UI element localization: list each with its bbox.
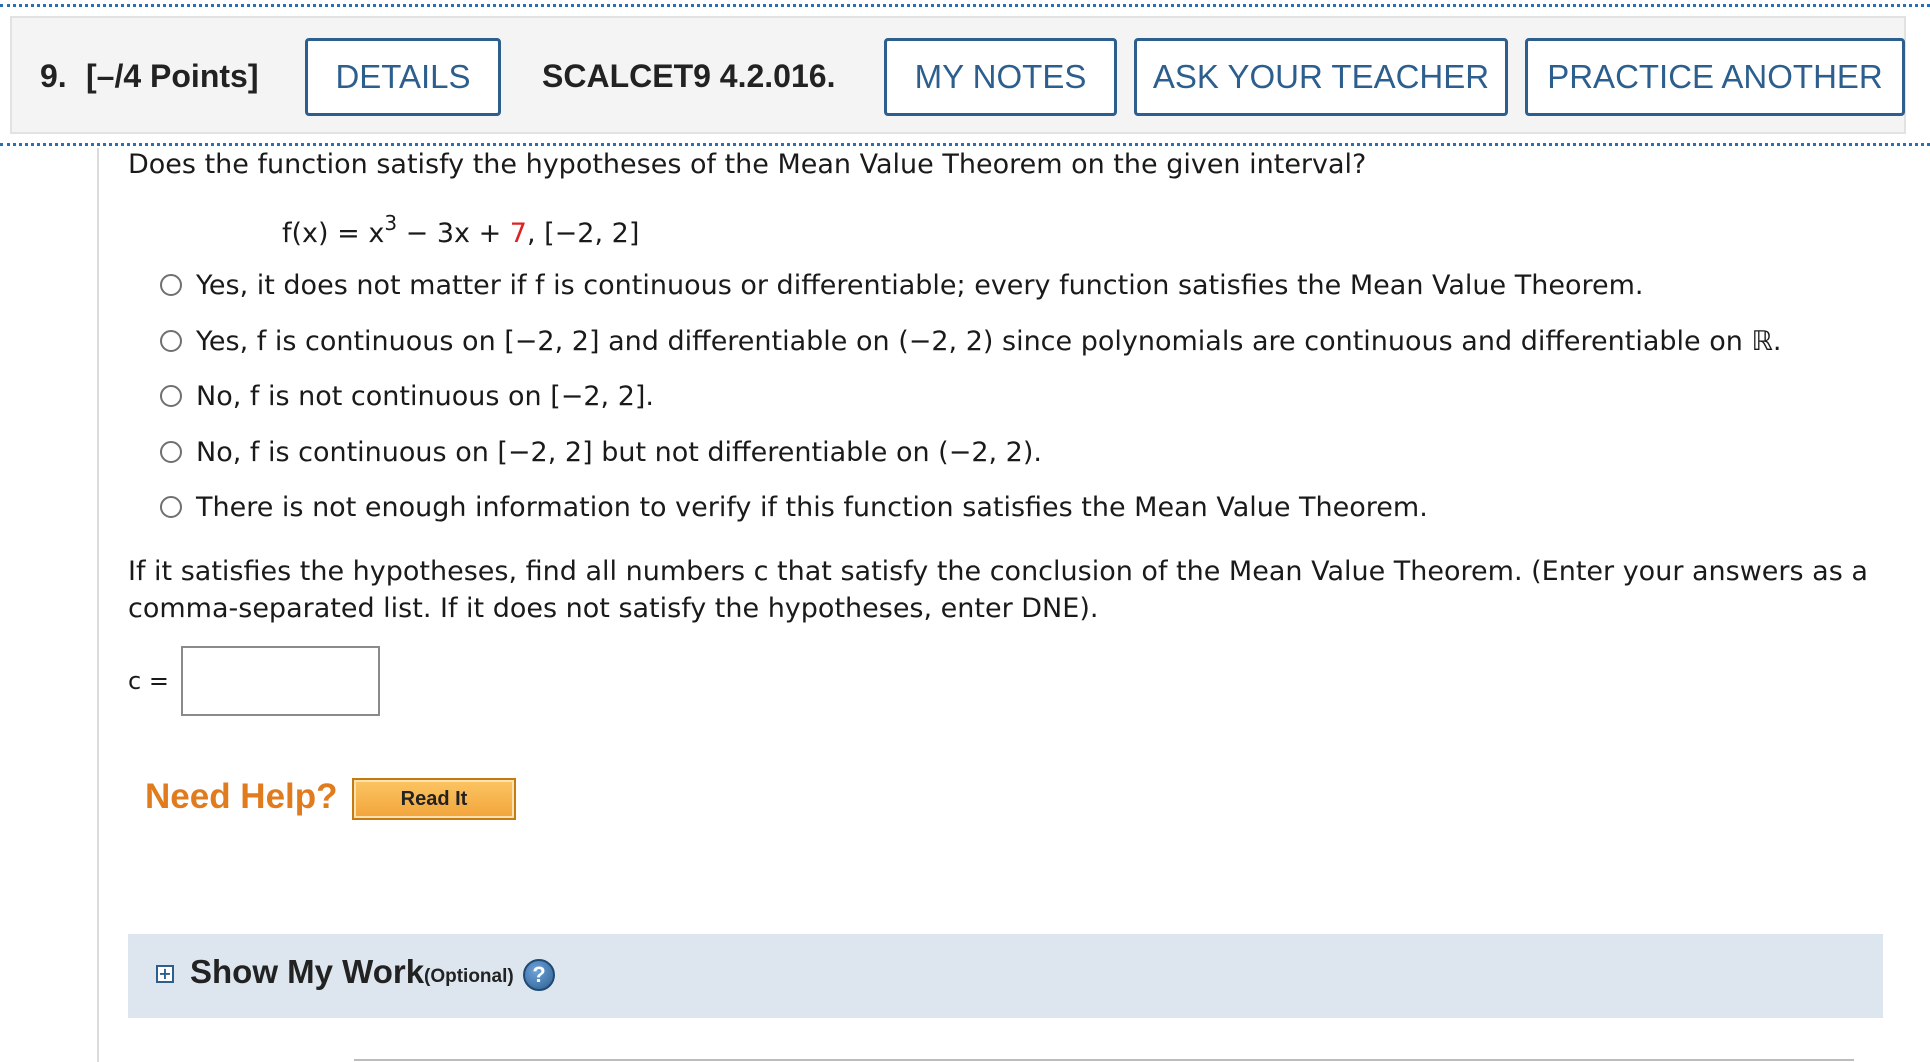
radio-button[interactable] (160, 385, 182, 407)
help-question-icon[interactable]: ? (523, 959, 555, 991)
bottom-divider (354, 1059, 1854, 1061)
radio-button[interactable] (160, 496, 182, 518)
followup-instructions-line2: comma-separated list. If it does not satisfy the hypotheses, enter DNE). (128, 593, 1099, 624)
option-label: No, f is continuous on [−2, 2] but not differentiable on (−2, 2). (196, 436, 1042, 468)
function-lhs: f(x) = x (282, 218, 385, 249)
option-label: Yes, f is continuous on [−2, 2] and differentiable on (−2, 2) since polynomials are continuous and differentiable on ℝ. (196, 325, 1782, 357)
details-button[interactable]: DETAILS (305, 38, 501, 116)
expand-plus-icon[interactable]: + (156, 965, 174, 983)
followup-instructions-line1: If it satisfies the hypotheses, find all numbers c that satisfy the conclusion of the Mean Value Theorem. (Enter your answers as a (128, 556, 1868, 587)
need-help-label: Need Help? (145, 777, 338, 816)
question-number: 9. (40, 58, 67, 94)
function-interval: , [−2, 2] (526, 218, 640, 249)
problem-id: SCALCET9 4.2.016. (542, 58, 836, 94)
answer-input[interactable] (181, 646, 380, 716)
my-notes-button[interactable]: MY NOTES (884, 38, 1117, 116)
read-it-button[interactable]: Read It (352, 778, 516, 820)
top-dotted-divider (0, 4, 1930, 7)
practice-another-button[interactable]: PRACTICE ANOTHER (1525, 38, 1905, 116)
content-left-border (97, 148, 99, 1062)
question-points: [–/4 Points] (86, 58, 259, 94)
radio-button[interactable] (160, 330, 182, 352)
header-bottom-dotted-divider (0, 143, 1930, 146)
function-expression (282, 213, 639, 249)
radio-button[interactable] (160, 274, 182, 296)
ask-your-teacher-button[interactable]: ASK YOUR TEACHER (1134, 38, 1508, 116)
function-exponent: 3 (384, 211, 398, 235)
question-prompt: Does the function satisfy the hypotheses of the Mean Value Theorem on the given interval? (128, 149, 1367, 180)
function-constant: 7 (509, 218, 527, 249)
function-middle: − 3x + (397, 218, 510, 249)
option-continuous-and-differentiable[interactable] (160, 321, 1781, 361)
option-label: There is not enough information to verify if this function satisfies the Mean Value Theorem. (196, 491, 1428, 523)
option-not-enough-information[interactable] (160, 487, 1428, 527)
show-my-work-title[interactable]: Show My Work (190, 953, 425, 990)
option-every-function[interactable] (160, 265, 1643, 305)
option-label: Yes, it does not matter if f is continuous or differentiable; every function satisfies the Mean Value Theorem. (196, 269, 1644, 301)
option-label: No, f is not continuous on [−2, 2]. (196, 380, 654, 412)
radio-button[interactable] (160, 441, 182, 463)
answer-label: c = (128, 667, 169, 695)
option-not-differentiable[interactable] (160, 432, 1042, 472)
optional-label: (Optional) (424, 966, 514, 987)
option-not-continuous[interactable] (160, 376, 654, 416)
